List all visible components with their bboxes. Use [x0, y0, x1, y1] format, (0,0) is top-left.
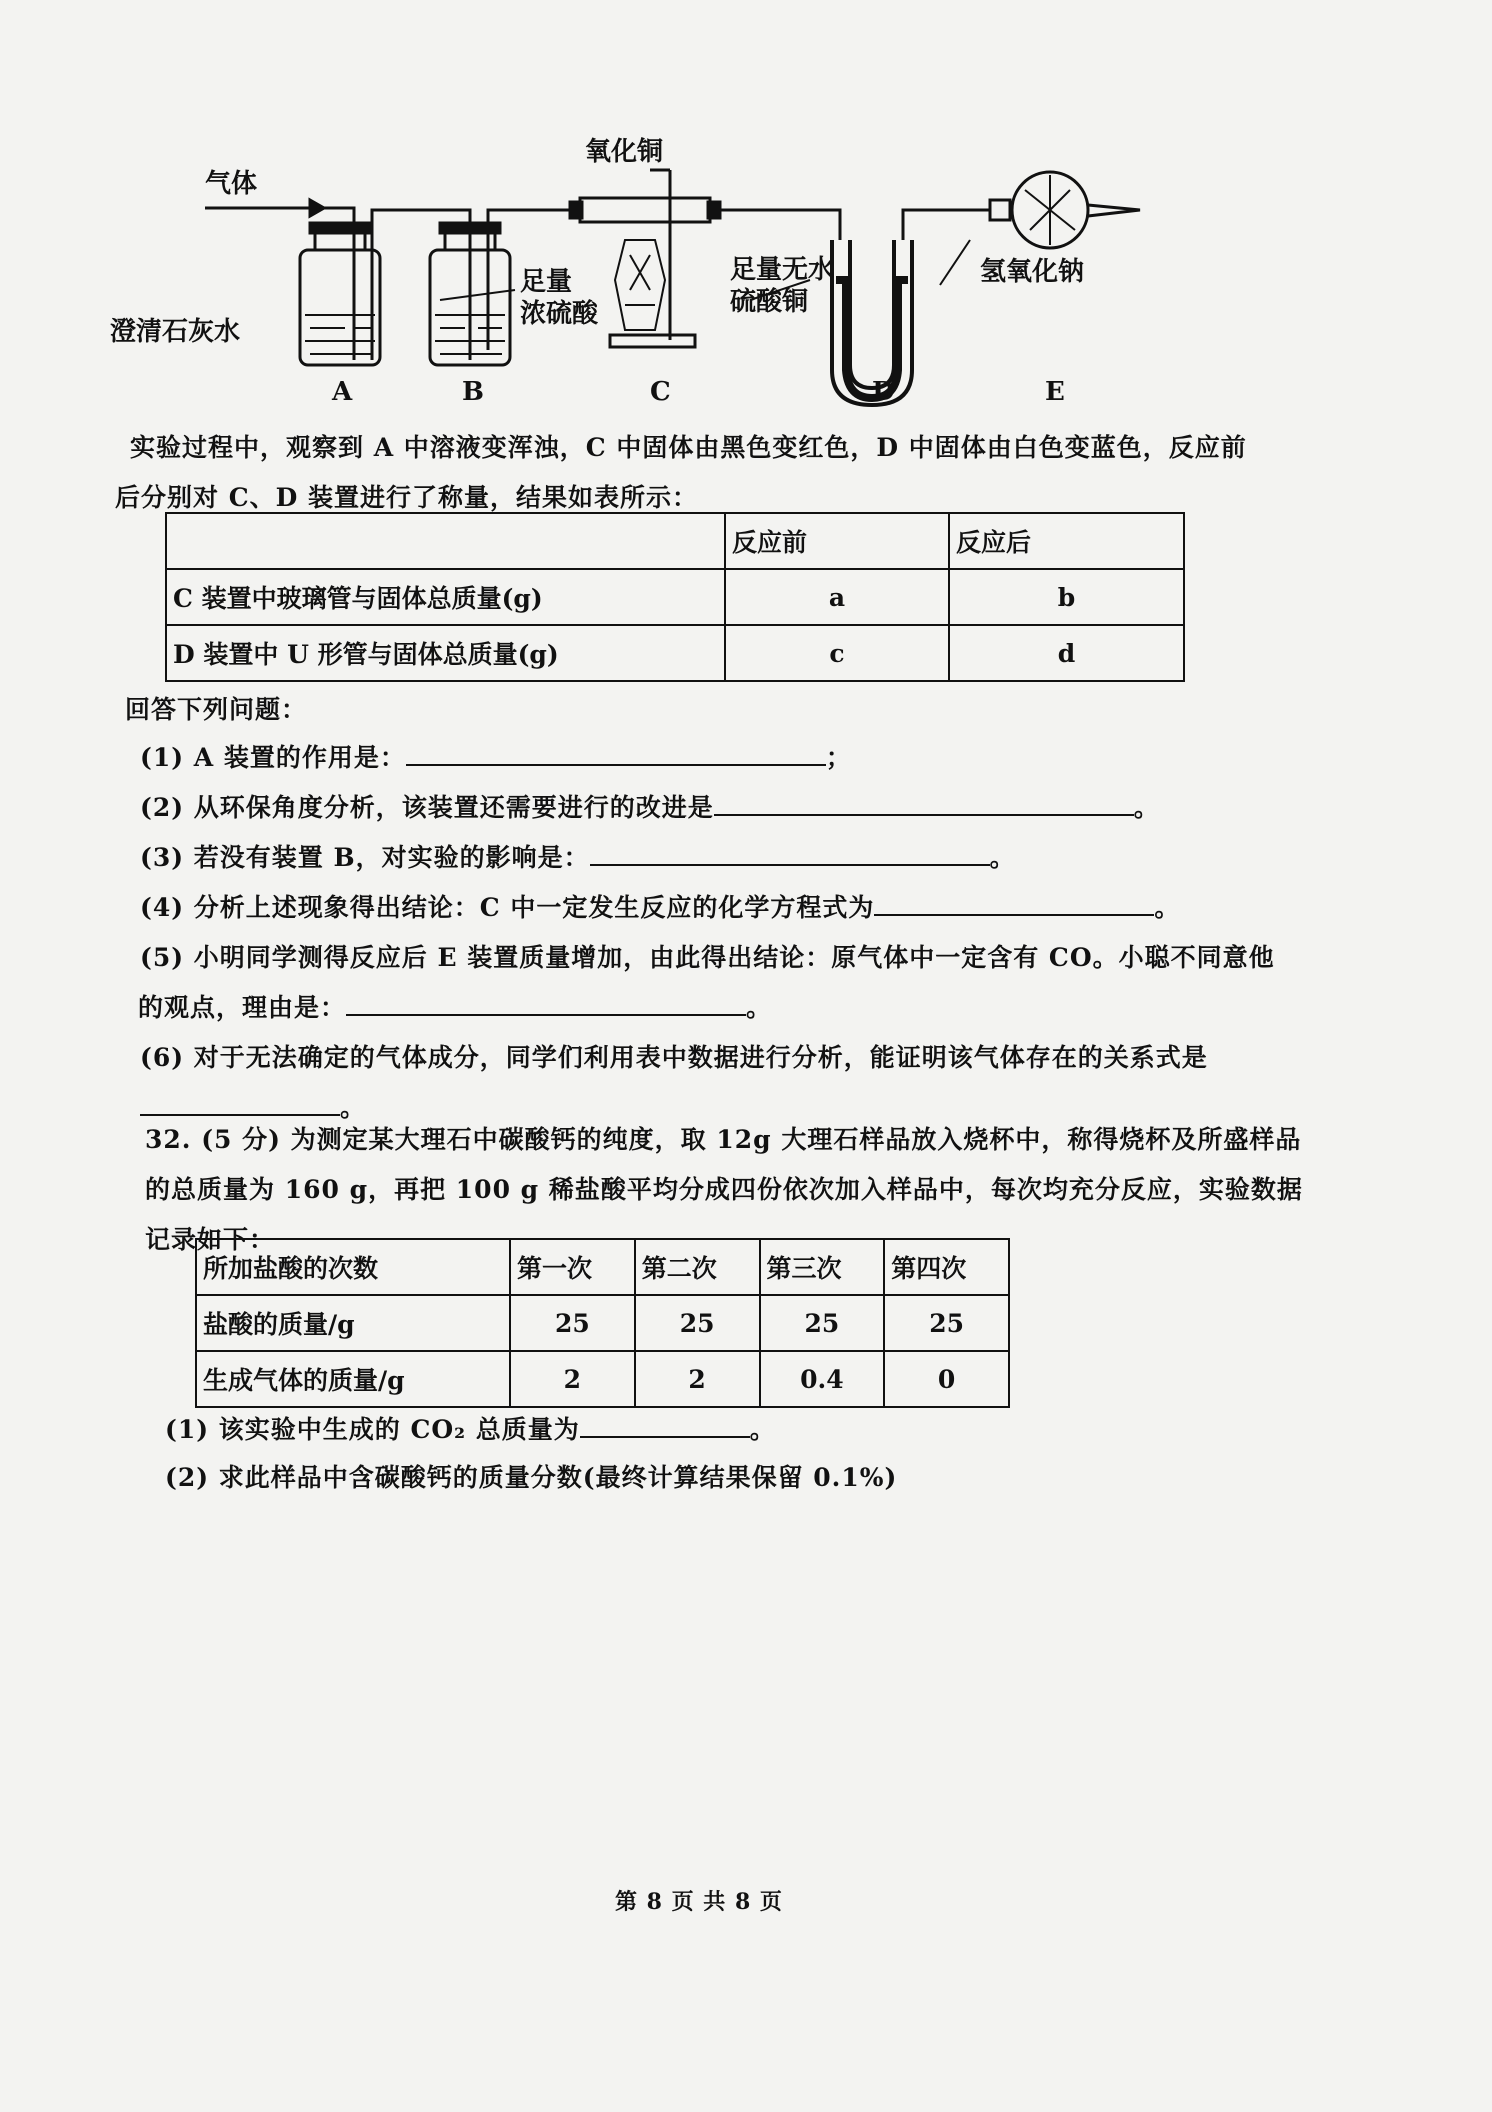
answer-blank[interactable]: [590, 864, 990, 866]
table-cell: 25: [760, 1295, 885, 1351]
cell-before: c: [725, 625, 949, 681]
answer-blank[interactable]: [874, 914, 1154, 916]
table-row: [196, 1295, 1009, 1351]
table-cell: 25: [635, 1295, 760, 1351]
q32-line-1: 32. (5 分) 为测定某大理石中碳酸钙的纯度，取 12g 大理石样品放入烧杯中，称得烧杯及所盛样品: [145, 1125, 1302, 1154]
punct: 。: [746, 993, 773, 1022]
question-2: [140, 788, 1160, 824]
letter-e: E: [1045, 377, 1065, 407]
answer-blank[interactable]: [140, 1114, 340, 1116]
question-2-text: (2) 从环保角度分析，该装置还需要进行的改进是: [140, 793, 714, 822]
letter-a: A: [332, 377, 353, 407]
weighing-table: [165, 512, 1185, 682]
question-1-text: (1) A 装置的作用是：: [140, 743, 406, 772]
table-row: [166, 569, 1184, 625]
questions-prompt: 回答下列问题：: [125, 695, 308, 724]
punct: 。: [749, 1415, 776, 1444]
table-header-cell: 反应后: [949, 513, 1184, 569]
answer-blank[interactable]: [346, 1014, 746, 1016]
answer-blank[interactable]: [580, 1436, 750, 1438]
cell-before: a: [725, 569, 949, 625]
limewater-label: 澄清石灰水: [110, 317, 241, 347]
question-3: [140, 838, 1016, 874]
table-cell: 2: [510, 1351, 635, 1407]
answer-blank[interactable]: [406, 764, 826, 766]
apparatus-diagram: [110, 130, 1150, 420]
q32-line-2: 的总质量为 160 g，再把 100 g 稀盐酸平均分成四份依次加入样品中，每次均充分反应，实验数据: [145, 1175, 1303, 1204]
copper-oxide-label: 氧化铜: [585, 137, 664, 167]
letter-d: D: [872, 377, 895, 407]
q32-sub-2: (2) 求此样品中含碳酸钙的质量分数(最终计算结果保留 0.1%): [165, 1463, 898, 1492]
table-header-cell: 反应前: [725, 513, 949, 569]
question-5-line-2: [138, 988, 772, 1024]
table-cell: 2: [635, 1351, 760, 1407]
table-header-cell: [166, 513, 725, 569]
table-header-cell: 第三次: [760, 1239, 885, 1295]
hcl-data-table: [195, 1238, 1010, 1408]
intro-line-2: 后分别对 C、D 装置进行了称量，结果如表所示：: [115, 483, 698, 512]
table-header-cell: 第二次: [635, 1239, 760, 1295]
page-footer: 第 8 页 共 8 页: [615, 1889, 783, 1915]
question-4-text: (4) 分析上述现象得出结论：C 中一定发生反应的化学方程式为: [140, 893, 875, 922]
answer-blank[interactable]: [714, 814, 1134, 816]
table-row: [166, 625, 1184, 681]
question-3-text: (3) 若没有装置 B，对实验的影响是：: [140, 843, 590, 872]
punct: 。: [340, 1093, 367, 1122]
table-header-cell: 第四次: [884, 1239, 1009, 1295]
q32-sub-1-text: (1) 该实验中生成的 CO₂ 总质量为: [165, 1415, 580, 1444]
table-cell: 25: [510, 1295, 635, 1351]
letter-c: C: [650, 377, 671, 407]
punct: ；: [825, 743, 852, 772]
naoh-label: 氢氧化钠: [980, 257, 1085, 287]
question-4: [140, 888, 1180, 924]
question-6-line-2: [140, 1088, 366, 1124]
q32-sub-1: [165, 1410, 776, 1446]
table-cell: 25: [884, 1295, 1009, 1351]
question-5-line-1: (5) 小明同学测得反应后 E 装置质量增加，由此得出结论：原气体中一定含有 CO。小聪不同意他: [140, 943, 1275, 972]
question-1: [140, 738, 852, 774]
punct: 。: [1154, 893, 1181, 922]
table-header-cell: 第一次: [510, 1239, 635, 1295]
cell-after: d: [949, 625, 1184, 681]
letter-b: B: [462, 377, 484, 407]
table-header-cell: 所加盐酸的次数: [196, 1239, 510, 1295]
cell-after: b: [949, 569, 1184, 625]
q32-line-3: 记录如下：: [145, 1225, 276, 1254]
row-label: 盐酸的质量/g: [196, 1295, 510, 1351]
row-label: 生成气体的质量/g: [196, 1351, 510, 1407]
table-header-row: [196, 1239, 1009, 1295]
cuso4-label-2: 硫酸铜: [730, 287, 809, 317]
sulfuric-label-1: 足量: [520, 267, 573, 297]
row-label: D 装置中 U 形管与固体总质量(g): [166, 625, 725, 681]
question-6-line-1: (6) 对于无法确定的气体成分，同学们利用表中数据进行分析，能证明该气体存在的关系式是: [140, 1043, 1208, 1072]
intro-line-1: 实验过程中，观察到 A 中溶液变浑浊，C 中固体由黑色变红色，D 中固体由白色变蓝色，反应前: [130, 433, 1247, 462]
table-header-row: [166, 513, 1184, 569]
row-label: C 装置中玻璃管与固体总质量(g): [166, 569, 725, 625]
gas-label: 气体: [205, 169, 258, 199]
cuso4-label-1: 足量无水: [730, 255, 835, 285]
punct: 。: [989, 843, 1016, 872]
punct: 。: [1133, 793, 1160, 822]
question-5-text: 的观点，理由是：: [138, 993, 347, 1022]
sulfuric-label-2: 浓硫酸: [520, 299, 599, 329]
table-cell: 0.4: [760, 1351, 885, 1407]
table-cell: 0: [884, 1351, 1009, 1407]
table-row: [196, 1351, 1009, 1407]
